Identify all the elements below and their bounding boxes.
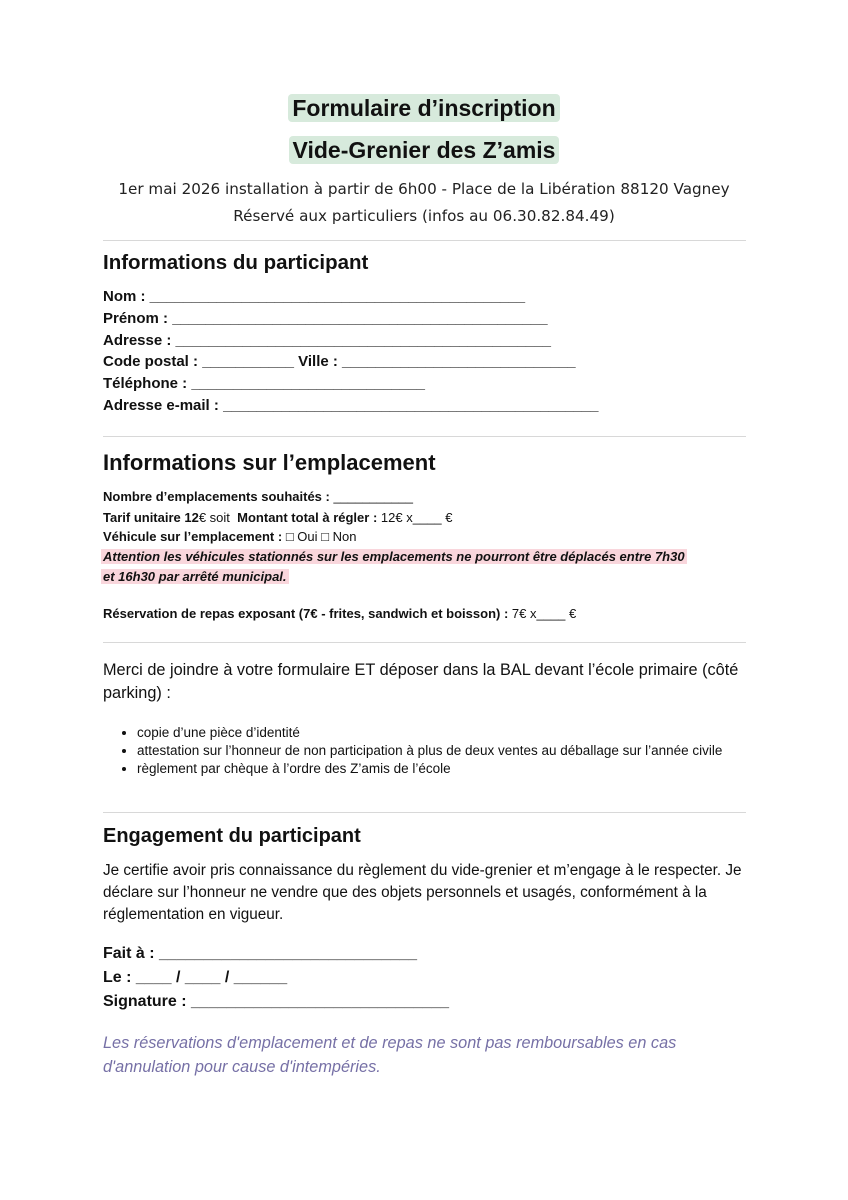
email-blank[interactable]: _____________________________________________ xyxy=(223,397,599,414)
documents-intro: Merci de joindre à votre formulaire ET déposer dans la BAL devant l’école primaire (côté parking) : xyxy=(103,661,739,702)
prenom-blank[interactable]: _____________________________________________ xyxy=(172,310,548,327)
tarif-label: Tarif unitaire 12 xyxy=(103,510,199,525)
event-title: Vide-Grenier des Z’amis xyxy=(289,136,560,164)
date-blank[interactable]: ____ / ____ / ______ xyxy=(135,969,288,986)
list-item: • copie d’une pièce d’identité xyxy=(137,724,747,741)
engagement-text: Je certifie avoir pris connaissance du règlement du vide-grenier et m’engage à le respecter. Je déclare sur l’honneur ne vendre que des objets personnels et usagés, conformément à la réglementation en vigueur. xyxy=(103,862,742,923)
email-label: Adresse e-mail : xyxy=(103,397,219,414)
nom-blank[interactable]: _____________________________________________ xyxy=(149,288,526,305)
date-field[interactable] xyxy=(103,966,287,990)
title-row-1 xyxy=(0,94,848,122)
divider xyxy=(103,812,746,813)
signature-label: Signature : xyxy=(103,993,187,1010)
ville-label: Ville : xyxy=(298,353,338,370)
telephone-blank[interactable]: ____________________________ xyxy=(191,375,425,392)
nombre-blank[interactable]: ___________ xyxy=(333,489,413,504)
signature-field[interactable] xyxy=(103,990,449,1014)
montant-blank[interactable]: 12€ x____ € xyxy=(380,510,453,525)
divider xyxy=(103,436,746,437)
telephone-label: Téléphone : xyxy=(103,375,188,392)
code-postal-label: Code postal : xyxy=(103,353,199,370)
fait-a-field[interactable] xyxy=(103,942,417,966)
ville-blank[interactable]: ____________________________ xyxy=(342,353,576,370)
refund-note: Les réservations d'emplacement et de repas ne sont pas remboursables en cas d'annulation pour cause d'intempéries. xyxy=(103,1034,677,1076)
signature-blank[interactable]: _____________________________ xyxy=(191,993,450,1010)
documents-list xyxy=(103,724,747,778)
adresse-blank[interactable]: _____________________________________________ xyxy=(175,332,551,349)
nom-field[interactable] xyxy=(103,286,525,308)
divider xyxy=(103,240,746,241)
fait-label: Fait à : xyxy=(103,945,155,962)
warning-text: Attention les véhicules stationnés sur les emplacements ne pourront être déplacés entre 7h30 xyxy=(103,549,685,564)
title-row-2 xyxy=(0,136,848,164)
prenom-field[interactable] xyxy=(103,308,548,330)
event-details: 1er mai 2026 installation à partir de 6h00 - Place de la Libération 88120 Vagney xyxy=(118,180,730,198)
date-label: Le : xyxy=(103,969,132,986)
nombre-emplacements-field[interactable] xyxy=(103,487,413,507)
list-item: • attestation sur l’honneur de non participation à plus de deux ventes au déballage sur l’année civile xyxy=(137,742,747,759)
vehicule-label: Véhicule sur l’emplacement : xyxy=(103,529,283,544)
repas-blank[interactable]: 7€ x____ € xyxy=(511,606,577,621)
warning-line-2 xyxy=(103,567,289,587)
telephone-field[interactable] xyxy=(103,373,425,395)
divider xyxy=(103,642,746,643)
email-field[interactable] xyxy=(103,395,598,417)
montant-label: Montant total à régler : xyxy=(237,510,378,525)
form-title: Formulaire d’inscription xyxy=(288,94,559,122)
repas-label: Réservation de repas exposant (7€ - frites, sandwich et boisson) : xyxy=(103,606,509,621)
code-postal-blank[interactable]: ___________ xyxy=(202,353,294,370)
nom-label: Nom : xyxy=(103,288,146,305)
event-contact: Réservé aux particuliers (infos au 06.30.82.84.49) xyxy=(233,207,615,225)
tarif-rest: € soit xyxy=(198,510,230,525)
prenom-label: Prénom : xyxy=(103,310,169,327)
adresse-field[interactable] xyxy=(103,330,551,352)
warning-text: et 16h30 par arrêté municipal. xyxy=(103,569,287,584)
nombre-label: Nombre d’emplacements souhaités : xyxy=(103,489,330,504)
vehicule-line xyxy=(103,527,356,547)
vehicule-checkboxes[interactable]: □ Oui □ Non xyxy=(285,529,357,544)
warning-line-1 xyxy=(103,547,687,567)
participant-heading: Informations du participant xyxy=(103,251,369,274)
emplacement-heading: Informations sur l’emplacement xyxy=(103,450,436,475)
list-item: • règlement par chèque à l’ordre des Z’amis de l’école xyxy=(137,760,747,777)
engagement-heading: Engagement du participant xyxy=(103,825,361,847)
adresse-label: Adresse : xyxy=(103,332,172,349)
code-postal-ville-field[interactable] xyxy=(103,351,576,373)
fait-blank[interactable]: _____________________________ xyxy=(159,945,418,962)
tarif-line xyxy=(103,508,452,528)
repas-line xyxy=(103,604,576,624)
